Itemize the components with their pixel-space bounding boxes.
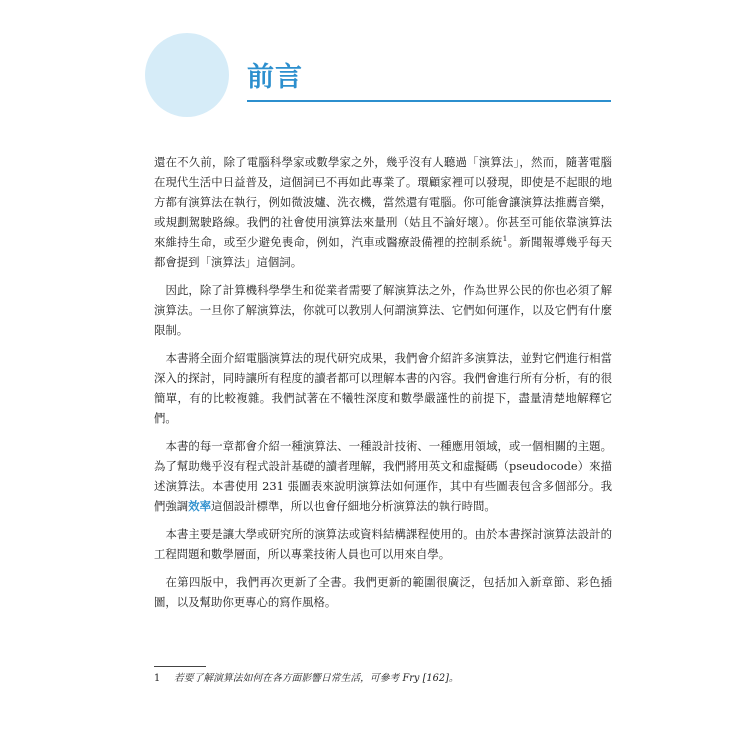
paragraph-1-text: 還在不久前，除了電腦科學家或數學家之外，幾乎沒有人聽過「演算法」，然而，隨著電腦在現代生活中日益普及，這個詞已不再如此專業了。環顧家裡可以發現，即使是不起眼的地方都有演算法在執行，例如微波爐、洗衣機，當然還有電腦。你可能會讓演算法推薦音樂，或規劃駕駛路線。我們的社會使用演算法來量刑（姑且不論好壞）。你甚至可能依靠演算法來維持生命，或至少避免喪命，例如，汽車或醫療設備裡的控制系統 bbox=[154, 155, 612, 249]
paragraph-2: 因此，除了計算機科學學生和從業者需要了解演算法之外，作為世界公民的你也必須了解演算法。一旦你了解演算法，你就可以教別人何謂演算法、它們如何運作，以及它們有什麼限制。 bbox=[154, 283, 612, 337]
footnote-text: 若要了解演算法如何在各方面影響日常生活，可參考 Fry [162]。 bbox=[174, 673, 459, 684]
highlight-term: 效率 bbox=[188, 499, 211, 513]
paragraph-4-text-end: 這個設計標準，所以也會仔細地分析演算法的執行時間。 bbox=[210, 499, 496, 513]
decorative-circle bbox=[145, 33, 229, 117]
title-underline bbox=[247, 100, 611, 102]
paragraph-1 bbox=[154, 152, 612, 272]
paragraph-6: 在第四版中，我們再次更新了全書。我們更新的範圍很廣泛，包括加入新章節、彩色插圖，以及幫助你更專心的寫作風格。 bbox=[154, 575, 612, 609]
footnote-number: 1 bbox=[154, 673, 161, 684]
paragraph-3: 本書將全面介紹電腦演算法的現代研究成果，我們會介紹許多演算法，並對它們進行相當深入的探討，同時讓所有程度的讀者都可以理解本書的內容。我們會進行所有分析，有的很簡單，有的比較複雜。我們試著在不犧牲深度和數學嚴謹性的前提下，盡量清楚地解釋它們。 bbox=[154, 351, 612, 425]
paragraph-1-text-end: 。新聞報導幾乎每天都會提到「演算法」這個詞。 bbox=[154, 235, 612, 269]
paragraph-4 bbox=[154, 436, 612, 516]
footnote-ref[interactable]: 1 bbox=[502, 234, 508, 243]
chapter-title: 前言 bbox=[247, 62, 303, 93]
paragraph-5: 本書主要是讓大學或研究所的演算法或資料結構課程使用的。由於本書探討演算法設計的工程問題和數學層面，所以專業技術人員也可以用來自學。 bbox=[154, 527, 612, 561]
paragraph-4-text: 本書的每一章都會介紹一種演算法、一種設計技術、一種應用領域，或一個相關的主題。為了幫助幾乎沒有程式設計基礎的讀者理解，我們將用英文和虛擬碼（pseudocode）來描述演算法。本書使用 231 張圖表來說明演算法如何運作，其中有些圖表包含多個部分。我們強調 bbox=[154, 439, 612, 513]
preface-body bbox=[154, 152, 612, 620]
footnote-divider bbox=[154, 666, 206, 667]
footnote bbox=[154, 671, 612, 686]
